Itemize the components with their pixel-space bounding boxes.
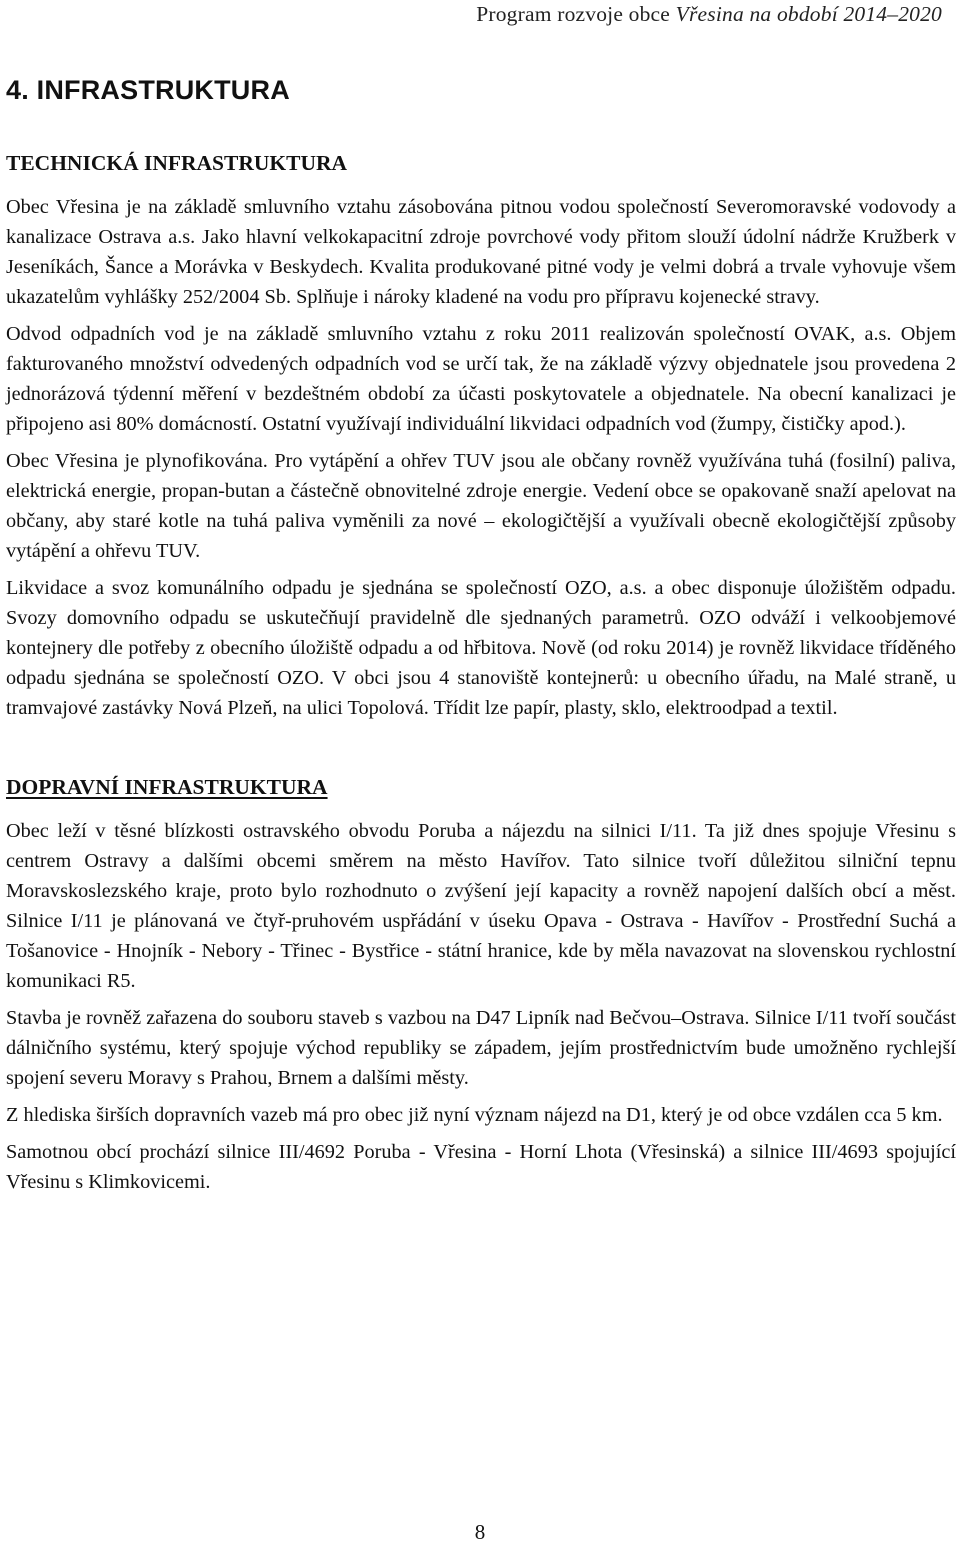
transport-paragraph-local-roads: Samotnou obcí prochází silnice III/4692 Poruba - Vřesina - Horní Lhota (Vřesinská) a silnice III/4693 spojující Vřesinu s Klimkovicemi. bbox=[6, 1141, 956, 1193]
running-header bbox=[476, 2, 942, 27]
section-title: 4. INFRASTRUKTURA bbox=[6, 75, 290, 105]
page-number: 8 bbox=[474, 1520, 486, 1544]
transport-paragraph-d1: Z hlediska širších dopravních vazeb má pro obec již nyní význam nájezd na D1, který je od obce vzdálen cca 5 km. bbox=[6, 1104, 943, 1126]
transport-paragraph-d47: Stavba je rovněž zařazena do souboru staveb s vazbou na D47 Lipník nad Bečvou–Ostrava. Silnice I/11 tvoří součást dálničního systému, který spojuje východ republiky se západem, jejím prostřednictvím bude umožněno rychlejší spojení severu Moravy s Prahou, Brnem a dalšími městy. bbox=[6, 1007, 956, 1089]
page-content bbox=[6, 70, 956, 1204]
technical-heading: TECHNICKÁ INFRASTRUKTURA bbox=[6, 151, 348, 175]
technical-paragraph-sewage: Odvod odpadních vod je na základě smluvního vztahu z roku 2011 realizován společností OVAK, a.s. Objem fakturovaného množství odvedených odpadních vod se určí tak, že na základě výzvy objednatele jsou provedena 2 jednorázová týdenní měření v bezdeštném období za účasti poskytovatele a objednatele. Na obecní kanalizaci je připojeno asi 80% domácností. Ostatní využívají individuální likvidaci odpadních vod (žumpy, čističky apod.). bbox=[6, 323, 956, 435]
technical-paragraph-waste: Likvidace a svoz komunálního odpadu je sjednána se společností OZO, a.s. a obec disponuje úložištěm odpadu. Svozy domovního odpadu se uskutečňují pravidelně dle sjednaných parametrů. OZO odváží i velkoobjemové kontejnery dle potřeby z obecního úložiště odpadu a od hřbitova. Nově (od roku 2014) je rovněž likvidace tříděného odpadu sjednána se společností OZO. V obci jsou 4 stanoviště kontejnerů: u obecního úřadu, na Malé straně, u tramvajové zastávky Nová Plzeň, na ulici Topolová. Třídit lze papír, plasty, sklo, elektroodpad a textil. bbox=[6, 577, 956, 719]
header-prefix: Program rozvoje obce bbox=[476, 2, 676, 26]
technical-paragraph-gas: Obec Vřesina je plynofikována. Pro vytápění a ohřev TUV jsou ale občany rovněž využívána tuhá (fosilní) paliva, elektrická energie, propan-butan a částečně obnovitelné zdroje energie. Vedení obce se opakovaně snaží apelovat na občany, aby staré kotle na tuhá paliva vyměnili za nové – ekologičtější a využívali obecně ekologičtější způsoby vytápění a ohřevu TUV. bbox=[6, 450, 956, 562]
transport-heading: DOPRAVNÍ INFRASTRUKTURA bbox=[6, 775, 328, 799]
header-italic: Vřesina na období 2014–2020 bbox=[675, 2, 942, 26]
transport-paragraph-road: Obec leží v těsné blízkosti ostravského obvodu Poruba a nájezdu na silnici I/11. Ta již dnes spojuje Vřesinu s centrem Ostravy a dalšími obcemi směrem na město Havířov. Tato silnice tvoří důležitou silniční tepnu Moravskoslezského kraje, proto bylo rozhodnuto o zvýšení její kapacity a rovněž napojení dalších obcí a měst. Silnice I/11 je plánovaná ve čtyř-pruhovém uspřádání v úseku Opava - Ostrava - Havířov - Prostřední Suchá a Tošanovice - Hnojník - Nebory - Třinec - Bystřice - státní hranice, kde by měla navazovat na slovenskou rychlostní komunikaci R5. bbox=[6, 820, 956, 992]
section-spacer bbox=[6, 730, 956, 772]
technical-paragraph-water: Obec Vřesina je na základě smluvního vztahu zásobována pitnou vodou společností Severomoravské vodovody a kanalizace Ostrava a.s. Jako hlavní velkokapacitní zdroje povrchové vody přitom slouží údolní nádrže Kružberk v Jeseníkách, Šance a Morávka v Beskydech. Kvalita produkované pitné vody je velmi dobrá a trvale vyhovuje všem ukazatelům vyhlášky 252/2004 Sb. Splňuje i nároky kladené na vodu pro přípravu kojenecké stravy. bbox=[6, 196, 956, 308]
